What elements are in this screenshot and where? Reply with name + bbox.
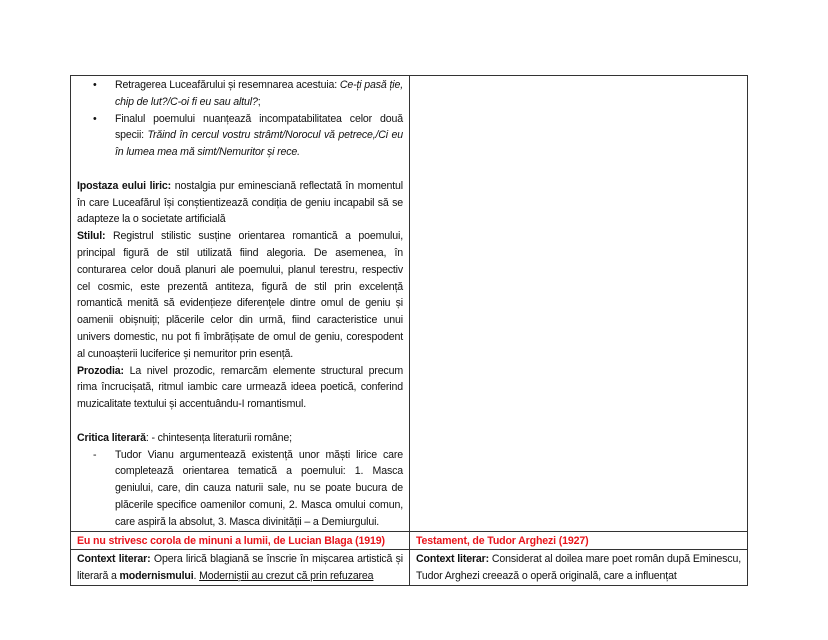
bullet-list [77, 77, 403, 161]
underlined-text: Moderniștii au crezut că prin refuzarea [199, 570, 374, 583]
modernism-term: modernismului [119, 570, 194, 583]
prozodia-paragraph [77, 363, 403, 413]
blaga-context-cell [71, 550, 410, 586]
table-header-row [71, 531, 748, 550]
arghezi-header: Testament, de Tudor Arghezi (1927) [410, 531, 748, 550]
bullet-text: Finalul poemului nuanțează incompatabilitatea celor două specii: [115, 112, 403, 142]
bullet-icon: • [93, 112, 97, 125]
quote: Trăind în cercul vostru strâmt/Norocul vă petrece,/Ci eu în lumea mea mă simt/Nemuritor și rece. [115, 129, 403, 159]
prozodia-text: La nivel prozodic, remarcăm elemente structural precum rima încrucișată, ritmul iambic care urmează ideea poetică, conferind muzicalitate textului și accentuându-I romantismul. [77, 364, 403, 411]
luceafarul-cell [71, 76, 410, 532]
bullet-after: ; [257, 95, 261, 108]
arghezi-context-cell [410, 550, 748, 586]
ipostaza-paragraph [77, 178, 403, 228]
stilul-paragraph [77, 228, 403, 362]
quote: Ce-ți pasă ție, chip de lut?/C-oi fi eu sau altul? [115, 79, 403, 108]
blaga-header: Eu nu strivesc corola de minuni a lumii, de Lucian Blaga (1919) [71, 531, 410, 550]
critica-item-text: Tudor Vianu argumentează existență unor măști lirice care completează orientarea tematică a poemului: 1. Masca geniului, care, din cauza naturii sale, nu se poate bucura de plăcerile specifice oamenilor comuni, 2. Masca omului comun, care aspiră la absolut, 3. Masca divinității – a Demiurgului. [115, 448, 403, 528]
critica-label: Critica literară [77, 431, 146, 444]
ipostaza-text: nostalgia pur eminesciană reflectată în momentul în care Luceafărul își conștientizează condiția de geniu incapabil să se adapteze la o societate artificială [77, 179, 403, 226]
critica-text: : - chintesența literaturii române; [145, 431, 292, 444]
context-text: Opera lirică blagiană se înscrie în mișcarea artistică și literară a [77, 553, 403, 583]
dash-icon: - [93, 448, 97, 461]
ipostaza-label: Ipostaza eului liric: [77, 179, 172, 192]
empty-cell [410, 76, 748, 532]
stilul-label: Stilul: [77, 230, 106, 243]
context-text: . [193, 570, 200, 583]
critica-paragraph [77, 430, 403, 447]
context-label: Context literar: [77, 553, 151, 566]
table-row [71, 76, 748, 532]
context-text: Considerat al doilea mare poet român după Eminescu, Tudor Arghezi creează o operă originală, care a influențat [416, 553, 741, 583]
list-item [77, 447, 403, 531]
stilul-text: Registrul stilistic susține orientarea romantică a poemului, principal figură de stil utilizată fiind alegoria. De asemenea, în conturarea celor două planuri ale poemului, planul terestru, respectiv cel cosmic, este prezentă antiteza, figură de stil prin excelență romantică menită să evidențieze diferențele dintre omul de geniu și oamenii obișnuiți; plăcerile celor din urmă, fiind caracteristice unui univers domestic, nu pot fi îmbrățișate de omul de geniu, corespodent al cunoașterii luciferice și nemuritor prin esență. [77, 230, 403, 360]
list-item [77, 77, 403, 111]
prozodia-label: Prozodia: [77, 364, 124, 377]
table-row [71, 550, 748, 586]
literature-table [70, 75, 748, 586]
list-item [77, 111, 403, 161]
bullet-text: Retragerea Luceafărului și resemnarea acestuia: [115, 79, 340, 91]
context-label: Context literar: [416, 553, 490, 566]
bullet-icon: • [93, 79, 97, 91]
